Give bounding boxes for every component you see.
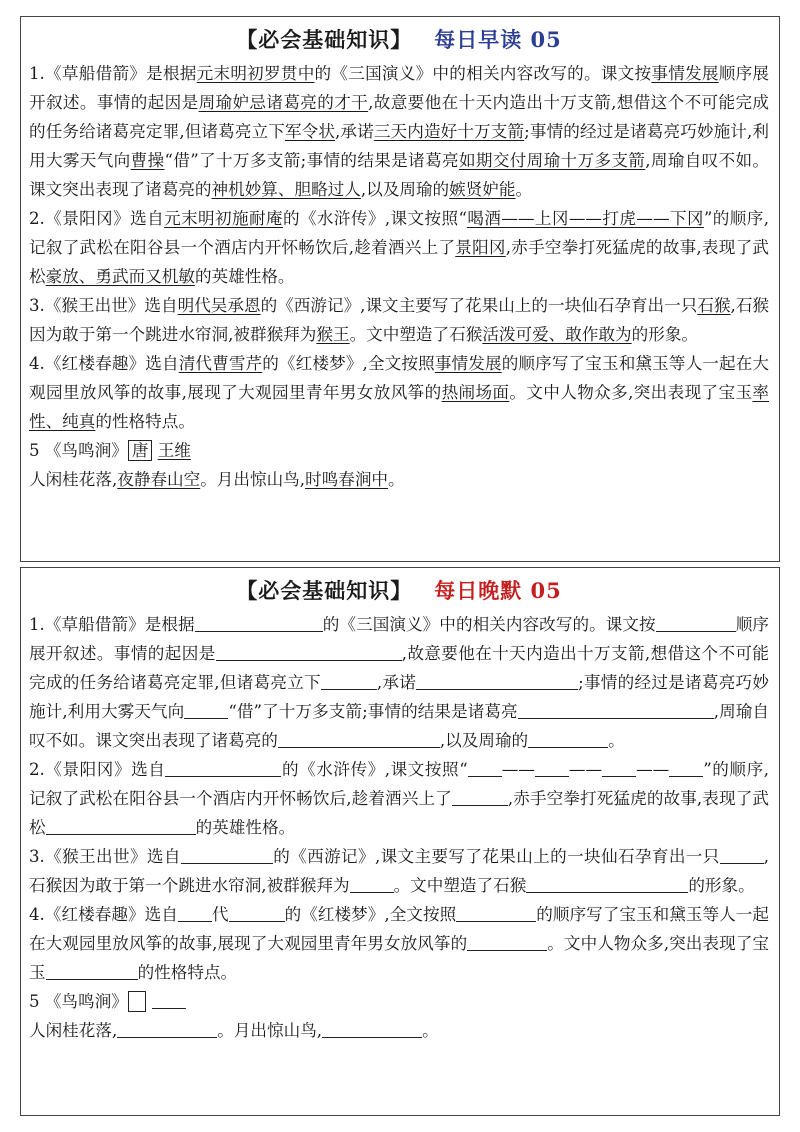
blank[interactable] (452, 788, 508, 806)
blank[interactable] (467, 933, 547, 951)
text: 的英雄性格。 (195, 818, 296, 837)
text: 。月出惊山鸟, (200, 470, 306, 489)
text: 1.《草船借箭》是根据 (29, 615, 195, 634)
morning-item-4 (29, 349, 769, 436)
answer: 三天内造好十万支箭 (373, 122, 525, 141)
blank[interactable] (178, 904, 212, 922)
answer: 嫉贤妒能 (449, 180, 516, 199)
text: ;事情的经过是诸葛亮巧妙施计,利用大雾天气向 (29, 673, 769, 721)
text: 的《三国演义》中的相关内容改写的。课文按 (314, 64, 652, 83)
answer: 如期交付周瑜十万多支箭 (458, 151, 646, 170)
dash: —— (636, 760, 670, 779)
morning-panel-header (29, 23, 769, 57)
answer: 石猴 (697, 296, 731, 315)
blank[interactable] (535, 759, 569, 777)
blank[interactable] (468, 759, 502, 777)
text: ,赤手空拳打死猛虎的故事,表现了武松 (29, 789, 769, 837)
answer: 元末明初罗贯中 (196, 64, 315, 83)
text: 的《三国演义》中的相关内容改写的。课文按 (322, 615, 656, 634)
text: 3.《猴王出世》选自 (29, 847, 181, 866)
evening-item-6 (29, 1016, 769, 1045)
dynasty-box[interactable] (128, 991, 147, 1012)
answer: 事情发展 (434, 354, 502, 373)
dash: —— (568, 760, 603, 779)
text: 1.《草船借箭》是根据 (29, 64, 197, 83)
text: 人闲桂花落, (29, 470, 118, 489)
text: ,石猴因为敢于第一个跳进水帘洞,被群猴拜为 (29, 847, 769, 895)
text: 代 (211, 905, 229, 924)
text: ,周瑜自叹不如。课文突出表现了诸葛亮的 (29, 151, 770, 199)
answer: 热闹场面 (441, 383, 510, 402)
text: 3.《猴王出世》选自 (29, 296, 178, 315)
text: 的《红楼梦》,全文按照 (262, 354, 435, 373)
text: ,石猴因为敢于第一个跳进水帘洞,被群猴拜为 (29, 296, 770, 344)
morning-subtitle: 每日早读 05 (434, 27, 562, 52)
blank[interactable] (518, 701, 714, 719)
text: 2.《景阳冈》选自 (29, 209, 165, 228)
blank[interactable] (322, 1020, 422, 1038)
evening-item-1 (29, 610, 769, 755)
blank[interactable] (416, 672, 578, 690)
text: 的形象。 (631, 325, 699, 344)
answer: 时鸣春涧中 (305, 470, 389, 489)
answer: 元末明初施耐庵 (164, 209, 283, 228)
answer: 周瑜妒忌诸葛亮的才干 (198, 93, 369, 112)
text: 5 《鸟鸣涧》 (29, 992, 128, 1011)
text: “借”了十万多支箭;事情的结果是诸葛亮 (228, 702, 518, 721)
answer: 夜静春山空 (117, 470, 201, 489)
text: ,故意要他在十天内造出十万支箭,想借这个不可能完成的任务给诸葛亮定罪,但诸葛亮立下 (29, 93, 770, 141)
blank[interactable] (321, 672, 377, 690)
dash: —— (501, 760, 535, 779)
text: 的《水浒传》,课文按照“ (281, 760, 468, 779)
text: 。 (608, 731, 625, 750)
morning-item-6 (29, 465, 769, 494)
morning-item-5 (29, 436, 769, 465)
text: 的性格特点。 (137, 963, 238, 982)
evening-item-5 (29, 987, 769, 1016)
text: ,故意要他在十天内造出十万支箭,想借这个不可能完成的任务给诸葛亮定罪,但诸葛亮立下 (29, 644, 769, 692)
answer: 神机妙算、胆略过人 (211, 180, 361, 199)
morning-item-1 (29, 59, 769, 204)
text: ;事情的经过是诸葛亮巧妙施计,利用大雾天气向 (29, 122, 769, 170)
blank[interactable] (46, 962, 138, 980)
blank[interactable] (195, 614, 323, 632)
answer: 率性、纯真 (29, 383, 769, 431)
evening-dictation-panel (20, 567, 780, 1116)
blank[interactable] (350, 875, 394, 893)
morning-reading-panel (20, 16, 780, 562)
text: 。文中人物众多,突出表现了宝玉 (509, 383, 753, 402)
evening-item-4 (29, 900, 769, 987)
text: ,以及周瑜的 (360, 180, 450, 199)
blank[interactable] (181, 846, 273, 864)
text: 。月出惊山鸟, (217, 1021, 323, 1040)
text: 的顺序写了宝玉和黛玉等人一起在大观园里放风筝的故事,展现了大观园里青年男女放风筝的 (29, 354, 770, 402)
answer: 清代曹雪芹 (178, 354, 263, 373)
evening-title: 【必会基础知识】 (236, 578, 413, 603)
answer: 军令状 (284, 122, 336, 141)
text: 5 《鸟鸣涧》 (29, 441, 128, 460)
evening-item-2 (29, 755, 769, 842)
blank[interactable] (456, 904, 536, 922)
text: ”的顺序,记叙了武松在阳谷县一个酒店内开怀畅饮后,趁着酒兴上了 (29, 760, 769, 808)
morning-item-3 (29, 291, 769, 349)
text: 。 (515, 180, 533, 199)
blank[interactable] (165, 759, 281, 777)
text: 人闲桂花落, (29, 1021, 118, 1040)
text: 2.《景阳冈》选自 (29, 760, 166, 779)
answer: 猴王 (316, 325, 350, 344)
answer: 明代吴承恩 (177, 296, 261, 315)
text: ,以及周瑜的 (439, 731, 529, 750)
answer: 豪放、勇武而又机敏 (45, 267, 195, 286)
text: ”的顺序,记叙了武松在阳谷县一个酒店内开怀畅饮后,趁着酒兴上了 (29, 209, 769, 257)
text: 。 (388, 470, 405, 489)
text: “借”了十万多支箭;事情的结果是诸葛亮 (164, 151, 459, 170)
text: 的《水浒传》,课文按照“ (282, 209, 467, 228)
text: 。文中人物众多,突出表现了宝玉 (29, 934, 769, 982)
blank[interactable] (526, 875, 688, 893)
text: 的性格特点。 (95, 412, 195, 431)
text: ,周瑜自叹不如。课文突出表现了诸葛亮的 (29, 702, 770, 750)
dynasty-box: 唐 (128, 440, 153, 461)
blank[interactable] (216, 643, 402, 661)
blank[interactable] (117, 1020, 217, 1038)
answer: 喝酒——上冈——打虎——下冈 (466, 209, 704, 228)
answer: 曹操 (130, 151, 165, 170)
text: 。文中塑造了石猴 (393, 876, 527, 895)
answer: 王维 (157, 441, 191, 460)
text: 的英雄性格。 (194, 267, 295, 286)
text: 的《西游记》,课文主要写了花果山上的一块仙石孕育出一只 (272, 847, 720, 866)
evening-subtitle: 每日晚默 05 (434, 578, 562, 603)
text: 4.《红楼春趣》选自 (29, 905, 178, 924)
blank[interactable] (152, 991, 186, 1009)
answer: 景阳冈 (455, 238, 506, 257)
text: ,承诺 (376, 673, 417, 692)
blank[interactable] (669, 759, 703, 777)
blank[interactable] (229, 904, 285, 922)
blank[interactable] (184, 701, 228, 719)
text: 。 (422, 1021, 439, 1040)
blank[interactable] (720, 846, 764, 864)
blank[interactable] (602, 759, 636, 777)
evening-panel-header (29, 574, 769, 608)
text: ,承诺 (335, 122, 374, 141)
text: ,赤手空拳打死猛虎的故事,表现了武松 (29, 238, 769, 286)
morning-item-2 (29, 204, 769, 291)
text: 4.《红楼春趣》选自 (29, 354, 179, 373)
text: 的形象。 (688, 876, 755, 895)
blank[interactable] (528, 730, 608, 748)
blank[interactable] (656, 614, 736, 632)
answer: 事情发展 (651, 64, 719, 83)
text: 顺序展开叙述。事情的起因是 (29, 615, 770, 663)
text: 顺序展开叙述。事情的起因是 (29, 64, 770, 112)
morning-title: 【必会基础知识】 (236, 27, 413, 52)
text: 的《西游记》,课文主要写了花果山上的一块仙石孕育出一只 (260, 296, 698, 315)
text: 的顺序写了宝玉和黛玉等人一起在大观园里放风筝的故事,展现了大观园里青年男女放风筝的 (29, 905, 770, 953)
evening-item-3 (29, 842, 769, 900)
text: 的《红楼梦》,全文按照 (284, 905, 457, 924)
text: 。文中塑造了石猴 (349, 325, 483, 344)
blank[interactable] (46, 817, 196, 835)
answer: 活泼可爱、敢作敢为 (482, 325, 632, 344)
blank[interactable] (278, 730, 440, 748)
